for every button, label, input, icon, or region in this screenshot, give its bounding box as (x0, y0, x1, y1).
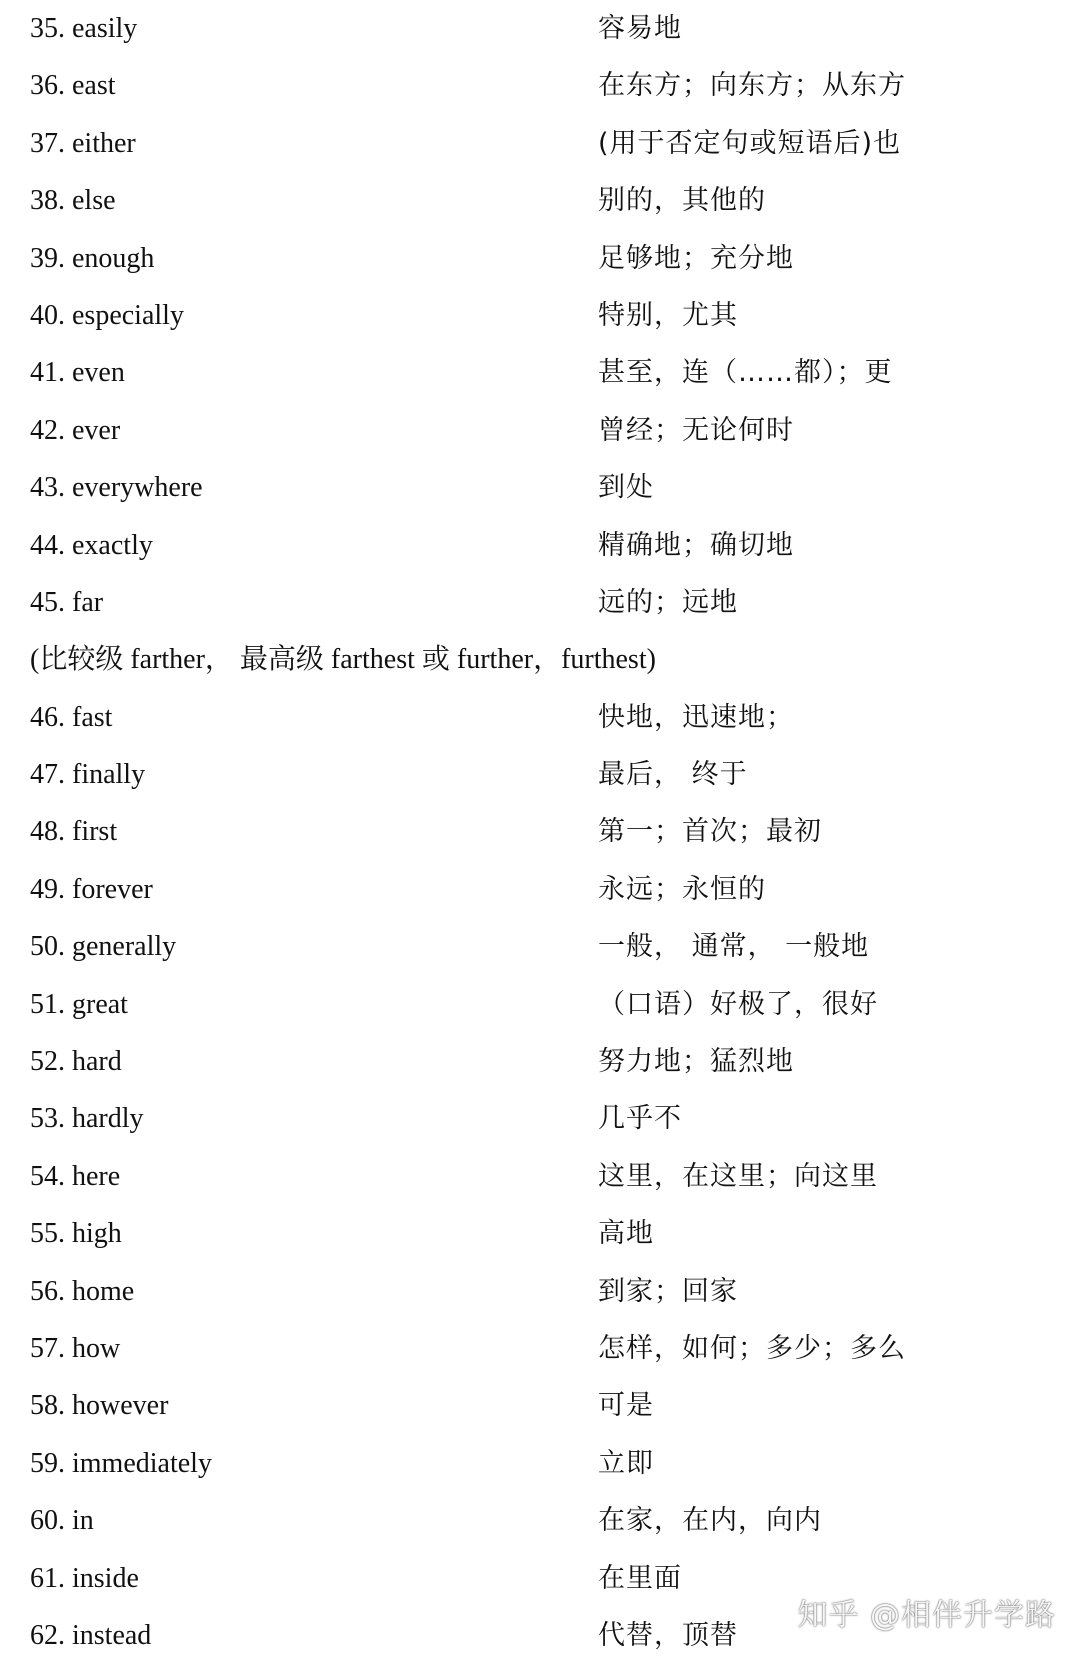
chinese-meaning: 努力地；猛烈地 (598, 1046, 794, 1078)
chinese-meaning: （口语）好极了，很好 (598, 988, 878, 1020)
chinese-meaning: 几乎不 (598, 1103, 682, 1135)
english-word: 59. immediately (30, 1447, 212, 1479)
list-item (0, 1377, 1080, 1434)
chinese-meaning: 容易地 (598, 13, 682, 44)
chinese-meaning: 到家；回家 (598, 1275, 738, 1307)
english-word: 62. instead (30, 1619, 152, 1651)
list-item (0, 1090, 1080, 1147)
list-item (0, 1492, 1080, 1549)
list-item (0, 57, 1080, 114)
list-item (0, 574, 1080, 631)
list-item (0, 344, 1080, 401)
english-word: 36. east (30, 70, 116, 102)
english-word: 40. especially (30, 299, 184, 331)
chinese-meaning: 代替，顶替 (598, 1619, 738, 1651)
chinese-meaning: 别的，其他的 (598, 185, 766, 217)
english-word: 49. forever (30, 873, 153, 905)
list-item (0, 287, 1080, 344)
chinese-meaning: 永远；永恒的 (598, 873, 766, 905)
list-item (0, 746, 1080, 803)
english-word: 37. either (30, 127, 136, 159)
chinese-meaning: 曾经；无论何时 (598, 414, 794, 446)
list-item (0, 1435, 1080, 1492)
chinese-meaning: 在东方；向东方；从东方 (598, 70, 906, 102)
english-word: 52. hard (30, 1046, 122, 1078)
chinese-meaning: 最后， 终于 (598, 759, 748, 791)
list-item (0, 918, 1080, 975)
watermark: 知乎 @相伴升学路 (797, 1598, 1056, 1633)
list-item (0, 803, 1080, 860)
english-word: 60. in (30, 1505, 94, 1537)
english-word: 47. finally (30, 759, 146, 791)
list-item (0, 1033, 1080, 1090)
english-word: 51. great (30, 988, 128, 1020)
english-word: 43. everywhere (30, 472, 203, 504)
chinese-meaning: 快地，迅速地； (598, 701, 794, 733)
chinese-meaning: 这里，在这里；向这里 (598, 1160, 878, 1192)
english-word: 48. first (30, 816, 118, 848)
english-word: 55. high (30, 1218, 122, 1250)
english-word: 38. else (30, 185, 116, 217)
chinese-meaning: 立即 (598, 1447, 654, 1479)
english-word: 46. fast (30, 701, 113, 733)
chinese-meaning: 一般， 通常， 一般地 (598, 931, 870, 963)
list-item (0, 861, 1080, 918)
chinese-meaning: 甚至，连（……都）；更 (598, 357, 893, 389)
chinese-meaning: 高地 (598, 1218, 654, 1250)
list-item (0, 172, 1080, 229)
english-word: 44. exactly (30, 529, 153, 561)
list-item (0, 517, 1080, 574)
english-word: 53. hardly (30, 1103, 144, 1135)
chinese-meaning: 足够地；充分地 (598, 242, 794, 274)
chinese-meaning: 怎样，如何；多少；多么 (598, 1332, 906, 1364)
list-item (0, 230, 1080, 287)
list-item (0, 115, 1080, 172)
list-item (0, 976, 1080, 1033)
list-item (0, 689, 1080, 746)
list-item (0, 402, 1080, 459)
chinese-meaning: 可是 (598, 1390, 654, 1422)
list-item (0, 1263, 1080, 1320)
list-item (0, 0, 1080, 57)
chinese-meaning: 在家，在内，向内 (598, 1505, 822, 1537)
english-word: 61. inside (30, 1562, 139, 1594)
english-word: 50. generally (30, 931, 177, 963)
english-word: 41. even (30, 357, 125, 389)
chinese-meaning: 远的；远地 (598, 586, 738, 618)
note-row (0, 631, 1080, 688)
chinese-meaning: 到处 (598, 472, 654, 504)
english-word: 56. home (30, 1275, 135, 1307)
english-word: 45. far (30, 586, 104, 618)
english-word: 42. ever (30, 414, 121, 446)
english-word: 35. easily (30, 13, 138, 44)
english-word: 39. enough (30, 242, 155, 274)
chinese-meaning: 第一；首次；最初 (598, 816, 822, 848)
chinese-meaning: 精确地；确切地 (598, 529, 794, 561)
chinese-meaning: 特别，尤其 (598, 299, 738, 331)
list-item (0, 1148, 1080, 1205)
english-word: 58. however (30, 1390, 169, 1422)
list-item (0, 1205, 1080, 1262)
english-word: 57. how (30, 1332, 121, 1364)
chinese-meaning: 在里面 (598, 1562, 682, 1594)
chinese-meaning: (用于否定句或短语后)也 (598, 127, 902, 159)
comparative-note: (比较级 farther， 最高级 farthest 或 further，furthest) (30, 644, 656, 676)
english-word: 54. here (30, 1160, 121, 1192)
list-item (0, 1320, 1080, 1377)
list-item (0, 459, 1080, 516)
